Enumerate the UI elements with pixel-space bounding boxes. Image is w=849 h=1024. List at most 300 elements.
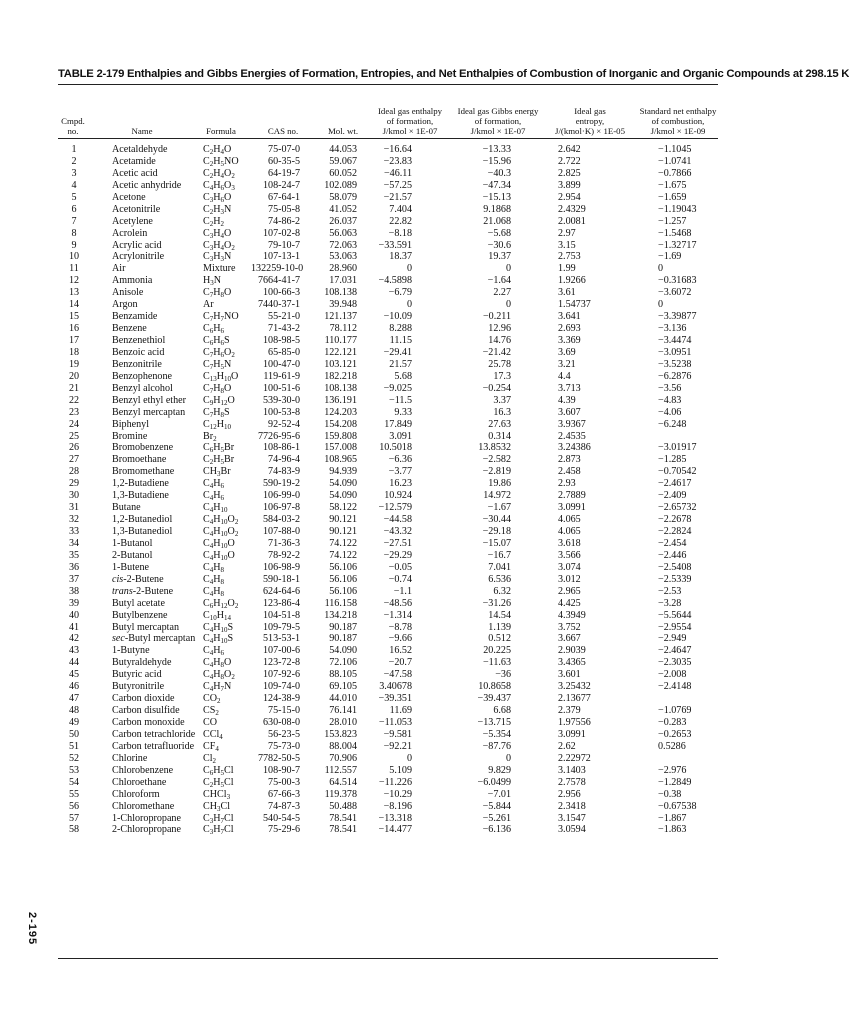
molecular-weight: 112.557 (324, 764, 357, 776)
table-title: TABLE 2-179 Enthalpies and Gibbs Energies of Formation, Entropies, and Net Enthalpies of Combustion of Inorganic and Organic Compounds at 298.15 K (58, 68, 849, 80)
bottom-rule (58, 958, 718, 959)
enthalpy-formation: −6.79 (388, 287, 412, 299)
cas-number: 64-19-7 (268, 167, 300, 179)
formula: $C_4H_6$ (203, 645, 225, 658)
gibbs-energy-formation: 0.512 (488, 633, 511, 645)
table-row (58, 466, 718, 478)
cas-number: 107-02-8 (262, 227, 300, 239)
enthalpy-combustion: 0.5286 (658, 740, 686, 752)
enthalpy-combustion: −2.9554 (658, 621, 692, 633)
compound-name: Biphenyl (112, 418, 150, 430)
table-row (58, 562, 718, 574)
molecular-weight: 159.808 (324, 430, 357, 442)
table-row (58, 323, 718, 335)
entropy: 3.61 (558, 287, 576, 299)
entropy: 2.22972 (558, 752, 591, 764)
enthalpy-formation: 17.849 (384, 418, 412, 430)
enthalpy-combustion: −1.0741 (658, 155, 692, 167)
enthalpy-combustion: −2.454 (658, 537, 687, 549)
formula: CCl$_4$ (203, 728, 223, 741)
entropy: 2.642 (558, 144, 581, 155)
cas-number: 74-96-4 (268, 454, 300, 466)
header-line: of combustion, (651, 116, 705, 126)
molecular-weight: 124.203 (324, 406, 357, 418)
enthalpy-combustion: 0 (658, 263, 664, 275)
enthalpy-formation: −39.351 (378, 693, 412, 705)
gibbs-energy-formation: −6.0499 (477, 776, 511, 788)
formula: $CS_2$ (203, 705, 219, 718)
enthalpy-formation: −23.83 (383, 155, 412, 167)
header-line: Ideal gas (574, 106, 606, 116)
gibbs-energy-formation: −16.7 (487, 549, 511, 561)
cas-number: 106-99-0 (262, 490, 300, 502)
enthalpy-combustion: −1.1045 (658, 144, 692, 155)
entropy: 3.618 (558, 537, 581, 549)
enthalpy-formation: 8.288 (389, 323, 412, 335)
table-row (58, 586, 718, 598)
enthalpy-combustion: −2.65732 (658, 502, 697, 514)
compound-name: Butyl acetate (112, 597, 165, 609)
formula: $C_6H_5Cl$ (203, 764, 234, 777)
entropy: 3.074 (558, 561, 581, 573)
formula: $C_6H_{12}O_2$ (203, 597, 239, 610)
table-row (58, 383, 718, 395)
table-row (58, 347, 718, 359)
enthalpy-combustion: −3.4474 (658, 335, 692, 346)
cas-number: 119-61-9 (263, 370, 300, 382)
formula: $C_4H_{10}O$ (203, 537, 235, 550)
cas-number: 7782-50-5 (257, 752, 300, 764)
cas-number: 539-30-0 (262, 394, 300, 406)
compound-name: Argon (112, 299, 138, 311)
molecular-weight: 17.031 (329, 275, 357, 287)
enthalpy-formation: −14.477 (378, 824, 412, 836)
cas-number: 7664-41-7 (257, 275, 300, 287)
molecular-weight: 28.010 (329, 717, 357, 728)
header-line: Ideal gas enthalpy (378, 106, 442, 116)
cas-number: 74-87-3 (268, 800, 300, 812)
header-name (112, 88, 172, 136)
enthalpy-combustion: −1.2849 (658, 776, 692, 788)
cas-number: 109-79-5 (262, 621, 300, 633)
enthalpy-combustion: −3.0951 (658, 346, 692, 358)
table-row (58, 299, 718, 311)
enthalpy-formation: −0.05 (388, 561, 412, 573)
gibbs-energy-formation: 25.78 (488, 358, 511, 370)
cas-number: 71-36-3 (268, 537, 300, 549)
header-cas (258, 88, 308, 136)
enthalpy-formation: −9.025 (383, 382, 412, 394)
entropy: 2.4329 (558, 203, 586, 215)
gibbs-energy-formation: 2.27 (493, 287, 511, 299)
table-row (58, 538, 718, 550)
enthalpy-formation: 10.5018 (379, 442, 412, 454)
cas-number: 78-92-2 (268, 549, 300, 561)
table-row (58, 526, 718, 538)
compound-number: 8 (71, 227, 77, 239)
table-row (58, 717, 718, 729)
enthalpy-formation: 7.404 (389, 203, 412, 215)
enthalpy-combustion: −1.867 (658, 812, 687, 824)
enthalpy-formation: −27.51 (383, 537, 412, 549)
entropy: 2.97 (558, 227, 576, 239)
formula: $C_4H_8$ (203, 573, 225, 586)
molecular-weight: 154.208 (324, 418, 357, 430)
compound-name: 1,2-Butanediol (112, 514, 173, 526)
formula: $C_4H_{10}O_2$ (203, 514, 239, 527)
table-row (58, 251, 718, 263)
enthalpy-combustion: −1.285 (658, 454, 687, 466)
enthalpy-formation: −43.32 (383, 526, 412, 537)
entropy: 4.3949 (558, 609, 586, 621)
enthalpy-combustion: −2.3035 (658, 657, 692, 669)
table-row (58, 824, 718, 836)
cas-number: 108-86-1 (262, 442, 300, 454)
entropy: 2.3418 (558, 800, 586, 812)
table-row (58, 442, 718, 454)
compound-name: Butane (112, 502, 141, 514)
header-enthalpy-combustion (636, 88, 720, 136)
entropy: 3.667 (558, 633, 581, 645)
formula: $C_{13}H_{10}O$ (203, 370, 239, 383)
formula: $C_2H_5Br$ (203, 454, 235, 467)
gibbs-energy-formation: −39.437 (477, 693, 511, 705)
compound-name: Benzyl mercaptan (112, 406, 186, 418)
cas-number: 624-64-6 (262, 585, 300, 597)
compound-name: Bromoethane (112, 454, 167, 466)
compound-name: Bromine (112, 430, 148, 442)
cas-number: 590-18-1 (262, 573, 300, 585)
enthalpy-formation: −29.41 (383, 346, 412, 358)
compound-number: 53 (68, 764, 80, 776)
formula: $C_3H_3N$ (203, 251, 232, 264)
molecular-weight: 56.106 (329, 585, 357, 597)
compound-name: Acrolein (112, 227, 148, 239)
compound-number: 9 (71, 239, 77, 251)
header-line: of formation, (386, 116, 434, 126)
enthalpy-combustion: −1.69 (658, 251, 682, 263)
compound-name: Benzyl alcohol (112, 382, 173, 394)
enthalpy-combustion: −2.4148 (658, 681, 692, 693)
gibbs-energy-formation: −7.01 (487, 788, 511, 800)
molecular-weight: 78.541 (329, 824, 357, 836)
compound-name: 1-Butene (112, 561, 149, 573)
cas-number: 106-97-8 (262, 502, 300, 514)
gibbs-energy-formation: −5.68 (487, 227, 511, 239)
header-line: CAS no. (267, 126, 299, 136)
enthalpy-combustion: −2.4617 (658, 478, 692, 490)
cas-number: 75-05-8 (268, 203, 300, 215)
table-row (58, 693, 718, 705)
cas-number: 75-29-6 (268, 824, 300, 836)
enthalpy-combustion: −2.008 (658, 669, 687, 681)
enthalpy-formation: −33.591 (378, 239, 412, 251)
compound-name: Carbon dioxide (112, 693, 175, 705)
gibbs-energy-formation: 10.8658 (478, 681, 511, 693)
enthalpy-formation: −8.196 (383, 800, 412, 812)
formula: $C_3H_4O$ (203, 227, 232, 240)
compound-name: Benzoic acid (112, 346, 165, 358)
enthalpy-combustion: −2.976 (658, 764, 687, 776)
formula: $C_2H_5NO$ (203, 155, 239, 168)
gibbs-energy-formation: 6.536 (488, 573, 511, 585)
enthalpy-combustion: −3.39877 (658, 311, 697, 323)
table-row (58, 610, 718, 622)
formula: Mixture (203, 263, 236, 275)
compound-name: 1-Butyne (112, 645, 150, 657)
entropy: 4.4 (558, 370, 571, 382)
molecular-weight: 60.052 (329, 167, 357, 179)
gibbs-energy-formation: −31.26 (482, 597, 511, 609)
enthalpy-combustion: −1.5468 (658, 227, 692, 239)
compound-number: 33 (68, 526, 80, 537)
compound-name: Chloroethane (112, 776, 167, 788)
formula: $C_4H_8$ (203, 585, 225, 598)
enthalpy-combustion: −3.5238 (658, 358, 692, 370)
gibbs-energy-formation: 6.32 (493, 585, 511, 597)
compound-number: 1 (71, 144, 77, 155)
compound-name: Acetonitrile (112, 203, 161, 215)
compound-number: 46 (68, 681, 80, 693)
compound-name: Carbon tetrachloride (112, 728, 196, 740)
gibbs-energy-formation: −21.42 (482, 346, 511, 358)
formula: $C_9H_{12}O$ (203, 394, 235, 407)
compound-name: Anisole (112, 287, 144, 299)
gibbs-energy-formation: −6.136 (482, 824, 511, 836)
table-row (58, 777, 718, 789)
entropy: 3.9367 (558, 418, 586, 430)
header-line: Formula (206, 126, 236, 136)
compound-number: 18 (68, 346, 80, 358)
formula: $C_2H_4O_2$ (203, 167, 235, 180)
header-line: entropy, (575, 116, 605, 126)
compound-name: Benzyl ethyl ether (112, 394, 186, 406)
formula: $C_4H_8O$ (203, 657, 232, 670)
formula: $C_3H_4O_2$ (203, 239, 235, 252)
entropy: 2.13677 (558, 693, 591, 705)
molecular-weight: 119.378 (324, 788, 357, 800)
compound-name: Butyronitrile (112, 681, 165, 693)
entropy: 3.0991 (558, 728, 586, 740)
cas-number: 104-51-8 (262, 609, 300, 621)
header-entropy (550, 88, 630, 136)
enthalpy-combustion: −4.83 (658, 394, 682, 406)
molecular-weight: 28.960 (329, 263, 357, 275)
formula: $CO_2$ (203, 693, 221, 706)
gibbs-energy-formation: −30.6 (487, 239, 511, 251)
formula: $CF_4$ (203, 740, 219, 753)
table-row (58, 216, 718, 228)
entropy: 2.379 (558, 705, 581, 717)
gibbs-energy-formation: 21.068 (483, 215, 511, 227)
compound-number: 20 (68, 370, 80, 382)
table-row (58, 765, 718, 777)
formula: $C_3H_7Cl$ (203, 824, 234, 837)
molecular-weight: 69.105 (329, 681, 357, 693)
gibbs-energy-formation: 14.76 (488, 335, 511, 346)
gibbs-energy-formation: 7.041 (488, 561, 511, 573)
compound-name: 1,3-Butadiene (112, 490, 169, 502)
cas-number: 106-98-9 (262, 561, 300, 573)
entropy: 3.607 (558, 406, 581, 418)
gibbs-energy-formation: −30.44 (482, 514, 511, 526)
molecular-weight: 110.177 (324, 335, 357, 346)
cas-number: 630-08-0 (262, 717, 300, 728)
enthalpy-formation: −46.11 (383, 167, 412, 179)
molecular-weight: 136.191 (324, 394, 357, 406)
molecular-weight: 44.053 (329, 144, 357, 155)
cas-number: 100-53-8 (262, 406, 300, 418)
enthalpy-formation: 5.109 (389, 764, 412, 776)
entropy: 2.825 (558, 167, 581, 179)
cas-number: 123-86-4 (262, 597, 300, 609)
compound-number: 35 (68, 549, 80, 561)
compound-name: Butylbenzene (112, 609, 168, 621)
table-row (58, 335, 718, 347)
molecular-weight: 116.158 (324, 597, 357, 609)
molecular-weight: 90.121 (329, 526, 357, 537)
cas-number: 67-66-3 (268, 788, 300, 800)
table-row (58, 180, 718, 192)
enthalpy-formation: 10.924 (384, 490, 412, 502)
compound-number: 3 (71, 167, 77, 179)
gibbs-energy-formation: −36 (495, 669, 511, 681)
header-line: Standard net enthalpy (639, 106, 717, 116)
compound-number: 6 (71, 203, 77, 215)
formula: $C_7H_8O$ (203, 287, 232, 300)
formula: $C_7H_5N$ (203, 358, 232, 371)
table-row (58, 287, 718, 299)
compound-number: 30 (68, 490, 80, 502)
compound-number: 4 (71, 179, 77, 191)
formula: $CH_3Br$ (203, 466, 231, 479)
compound-name: Chlorobenzene (112, 764, 174, 776)
formula: $C_7H_7NO$ (203, 311, 239, 324)
formula: $C_6H_6S$ (203, 335, 230, 347)
gibbs-energy-formation: 0.314 (488, 430, 511, 442)
enthalpy-combustion: −2.2678 (658, 514, 692, 526)
enthalpy-formation: 0 (406, 263, 412, 275)
formula: $C_4H_8$ (203, 561, 225, 574)
entropy: 4.065 (558, 526, 581, 537)
entropy: 3.1547 (558, 812, 586, 824)
table-row (58, 478, 718, 490)
entropy: 1.9266 (558, 275, 586, 287)
formula: $C_3H_7Cl$ (203, 812, 234, 825)
formula: $C_4H_{10}S$ (203, 633, 234, 646)
enthalpy-combustion: −0.2653 (658, 728, 692, 740)
entropy: 2.753 (558, 251, 581, 263)
enthalpy-formation: −92.21 (383, 740, 412, 752)
entropy: 1.97556 (558, 717, 591, 728)
table-row (58, 622, 718, 634)
enthalpy-formation: −57.25 (383, 179, 412, 191)
gibbs-energy-formation: 0 (505, 299, 511, 311)
enthalpy-combustion: −1.0769 (658, 705, 692, 717)
cas-number: 108-98-5 (262, 335, 300, 346)
molecular-weight: 90.187 (329, 633, 357, 645)
compound-number: 28 (68, 466, 80, 478)
gibbs-energy-formation: 14.54 (488, 609, 511, 621)
molecular-weight: 58.079 (329, 191, 357, 203)
enthalpy-formation: −20.7 (388, 657, 412, 669)
compound-name: 1-Butanol (112, 537, 153, 549)
compound-number: 58 (68, 824, 80, 836)
entropy: 1.54737 (558, 299, 591, 311)
header-line: no. (67, 126, 79, 136)
enthalpy-formation: −6.36 (388, 454, 412, 466)
enthalpy-formation: −0.74 (388, 573, 412, 585)
formula: $CH_3Cl$ (203, 800, 231, 813)
formula: $C_2H_5Cl$ (203, 776, 234, 789)
enthalpy-formation: −44.58 (383, 514, 412, 526)
formula: $C_2H_2$ (203, 215, 225, 228)
entropy: 2.4535 (558, 430, 586, 442)
table-row (58, 789, 718, 801)
gibbs-energy-formation: 20.225 (483, 645, 511, 657)
enthalpy-combustion: −3.56 (658, 382, 682, 394)
compound-name: Carbon tetrafluoride (112, 740, 195, 752)
table-row (58, 574, 718, 586)
enthalpy-formation: −11.226 (378, 776, 412, 788)
compound-name: Butyraldehyde (112, 657, 172, 669)
enthalpy-combustion: −3.01917 (658, 442, 697, 454)
enthalpy-combustion: −3.28 (658, 597, 682, 609)
compound-number: 19 (68, 358, 80, 370)
formula: $C_4H_8O_2$ (203, 669, 235, 682)
compound-number: 23 (68, 406, 80, 418)
compound-number: 56 (68, 800, 80, 812)
compound-name: cis-2-Butene (112, 573, 164, 585)
cas-number: 124-38-9 (262, 693, 300, 705)
formula: $Br_2$ (203, 430, 217, 443)
gibbs-energy-formation: −0.254 (482, 382, 511, 394)
enthalpy-formation: −10.09 (383, 311, 412, 323)
compound-number: 29 (68, 478, 80, 490)
gibbs-energy-formation: −5.261 (482, 812, 511, 824)
compound-name: Chloroform (112, 788, 160, 800)
compound-number: 39 (68, 597, 80, 609)
entropy: 2.873 (558, 454, 581, 466)
gibbs-energy-formation: 3.37 (493, 394, 511, 406)
molecular-weight: 50.488 (329, 800, 357, 812)
enthalpy-combustion: −1.32717 (658, 239, 697, 251)
compound-number: 5 (71, 191, 77, 203)
compound-number: 42 (68, 633, 80, 645)
formula: $C_2H_4O$ (203, 144, 232, 156)
compound-number: 40 (68, 609, 80, 621)
enthalpy-combustion: −2.5408 (658, 561, 692, 573)
header-line: J/(kmol·K) × 1E-05 (555, 126, 625, 136)
formula: $C_4H_6O_3$ (203, 179, 235, 192)
table-row (58, 371, 718, 383)
compound-number: 41 (68, 621, 80, 633)
enthalpy-formation: −8.18 (388, 227, 412, 239)
entropy: 4.39 (558, 394, 576, 406)
table-row (58, 490, 718, 502)
molecular-weight: 94.939 (329, 466, 357, 478)
table-row (58, 431, 718, 443)
entropy: 2.0081 (558, 215, 586, 227)
table-row (58, 454, 718, 466)
molecular-weight: 56.063 (329, 227, 357, 239)
entropy: 2.93 (558, 478, 576, 490)
cas-number: 75-00-3 (268, 776, 300, 788)
enthalpy-formation: −4.5898 (378, 275, 412, 287)
enthalpy-formation: −8.78 (388, 621, 412, 633)
table-row (58, 144, 718, 156)
molecular-weight: 121.137 (324, 311, 357, 323)
